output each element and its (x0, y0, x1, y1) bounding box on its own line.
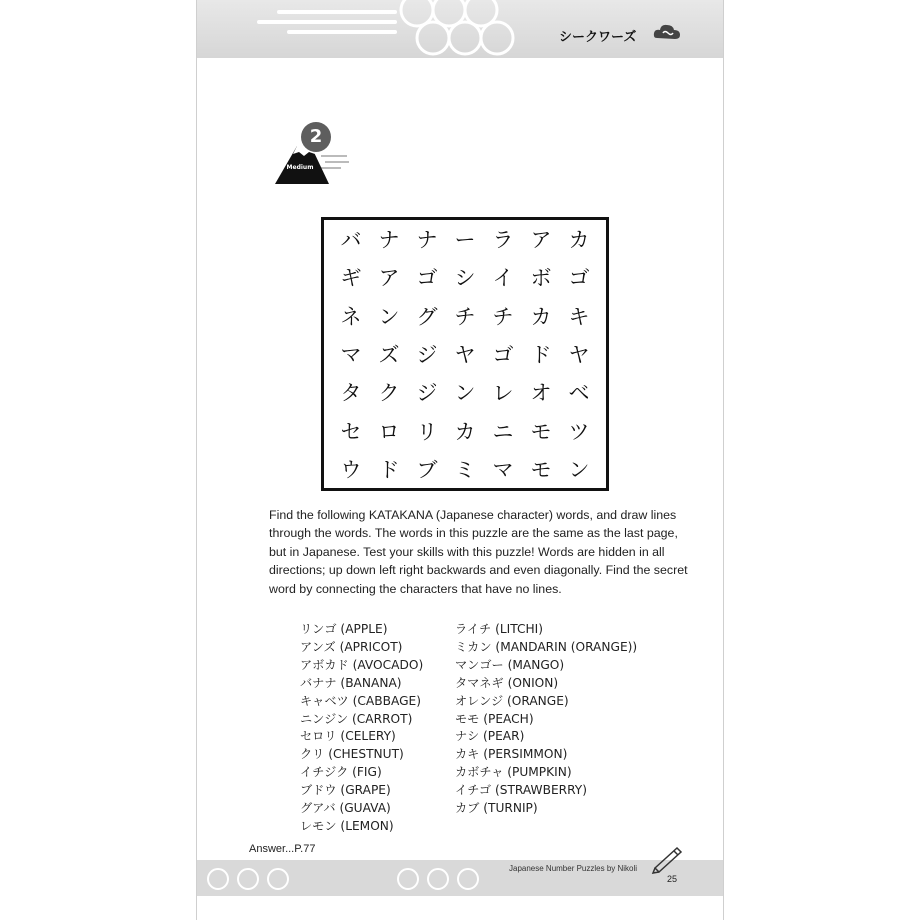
header-wave (277, 10, 397, 14)
grid-cell: ゴ (492, 342, 514, 367)
word-item: ミカン (MANDARIN (ORANGE)) (455, 639, 638, 654)
grid-cell: ー (454, 228, 476, 253)
grid-cell: ア (378, 266, 400, 291)
grid-cell: ロ (378, 419, 400, 444)
word-item: イチジク (FIG) (300, 765, 382, 780)
grid-cell: イ (492, 266, 514, 291)
grid-cell: ナ (416, 228, 438, 253)
grid-cell: ン (454, 381, 476, 406)
grid-cell: ジ (416, 381, 438, 406)
grid-cell: ニ (492, 419, 514, 444)
word-item: キャベツ (CABBAGE) (300, 693, 421, 708)
word-list-right (455, 621, 637, 818)
grid-cell: オ (530, 381, 552, 406)
header-wave (287, 30, 397, 34)
answer-reference: Answer...P.77 (249, 843, 316, 855)
word-item: セロリ (CELERY) (300, 729, 396, 744)
word-item: ニンジン (CARROT) (300, 711, 413, 726)
grid-cell: ミ (454, 457, 476, 482)
grid-cell: ゴ (568, 266, 590, 291)
word-item: カブ (TURNIP) (455, 801, 538, 816)
grid-cell: ゴ (416, 266, 438, 291)
word-item: レモン (LEMON) (300, 818, 394, 833)
grid-cell: チ (492, 304, 514, 329)
grid-cell: チ (454, 304, 476, 329)
difficulty-label: Medium (286, 164, 314, 171)
word-item: タマネギ (ONION) (455, 675, 559, 690)
word-item: ライチ (LITCHI) (455, 622, 543, 636)
word-list-left (300, 621, 423, 836)
instructions-paragraph: Find the following KATAKANA (Japanese character) words, and draw lines through the words. The words in this puzzle are the same as the last page, but in Japanese. Test your skills with this puzzle! Words are hidden in all directions; up down left right backwards and even diagonally. Find the secret word by connecting the characters that have no lines. (269, 508, 688, 596)
grid-cell: ズ (378, 342, 400, 367)
header-title: シークワーズ (559, 30, 637, 45)
word-item: イチゴ (STRAWBERRY) (455, 783, 587, 798)
grid-cell: ア (530, 228, 552, 253)
grid-cell: ブ (416, 457, 438, 482)
word-item: クリ (CHESTNUT) (300, 747, 404, 762)
grid-cell: ツ (568, 419, 590, 444)
word-item: カボチャ (PUMPKIN) (455, 765, 572, 780)
header-pattern (397, 0, 517, 58)
page-header (197, 0, 723, 58)
grid-cell: ウ (340, 457, 362, 482)
grid-cell: ド (530, 342, 552, 367)
grid-cell: カ (454, 419, 476, 444)
grid-cell: シ (454, 266, 476, 291)
header-wave (257, 20, 397, 24)
footer-flower (237, 868, 259, 890)
difficulty-number: 2 (301, 122, 331, 152)
grid-cell: ラ (492, 228, 514, 253)
word-item: アボカド (AVOCADO) (300, 657, 424, 672)
grid-cell: レ (492, 381, 514, 406)
grid-cell: ネ (340, 304, 362, 329)
grid-cell: マ (492, 457, 514, 482)
grid-cell: バ (340, 228, 362, 253)
grid-cell: モ (530, 457, 552, 482)
grid-cell: マ (340, 342, 362, 367)
grid-cell: タ (340, 381, 362, 406)
cloud-icon (653, 22, 681, 44)
grid-cell: ヤ (454, 342, 476, 367)
word-item: グアバ (GUAVA) (300, 801, 391, 816)
grid-cell: ン (568, 457, 590, 482)
word-item: マンゴー (MANGO) (455, 657, 565, 672)
word-item: ブドウ (GRAPE) (300, 783, 391, 798)
grid-cell: ナ (378, 228, 400, 253)
word-item: リンゴ (APPLE) (300, 622, 388, 636)
word-item: ナシ (PEAR) (455, 729, 525, 744)
page-footer (197, 860, 723, 896)
grid-cell: ヤ (568, 342, 590, 367)
pencil-icon (649, 842, 685, 874)
word-search-grid (321, 217, 609, 491)
grid-cell: セ (340, 419, 362, 444)
grid-cell: リ (416, 419, 438, 444)
grid-cell: カ (530, 304, 552, 329)
footer-flower (207, 868, 229, 890)
word-item: バナナ (BANANA) (300, 675, 402, 690)
grid-cell: ギ (340, 266, 362, 291)
word-item: アンズ (APRICOT) (300, 639, 403, 654)
footer-flower (457, 868, 479, 890)
page-number: 25 (667, 874, 678, 884)
grid-cell: グ (416, 304, 438, 329)
grid-cell: ン (378, 304, 400, 329)
grid-cell: キ (568, 304, 590, 329)
footer-credit: Japanese Number Puzzles by Nikoli (509, 864, 638, 873)
word-item: カキ (PERSIMMON) (455, 747, 568, 762)
footer-flower (397, 868, 419, 890)
word-item: モモ (PEACH) (455, 711, 534, 726)
book-page (196, 0, 724, 920)
footer-flower (267, 868, 289, 890)
grid-cell: ジ (416, 342, 438, 367)
grid-cell: ク (378, 381, 400, 406)
grid-cell: カ (568, 228, 590, 253)
word-item: オレンジ (ORANGE) (455, 693, 569, 708)
grid-cell: ド (378, 457, 400, 482)
grid-cell: モ (530, 419, 552, 444)
footer-flower (427, 868, 449, 890)
grid-cell: ボ (530, 266, 552, 291)
grid-cell: ベ (568, 381, 590, 406)
